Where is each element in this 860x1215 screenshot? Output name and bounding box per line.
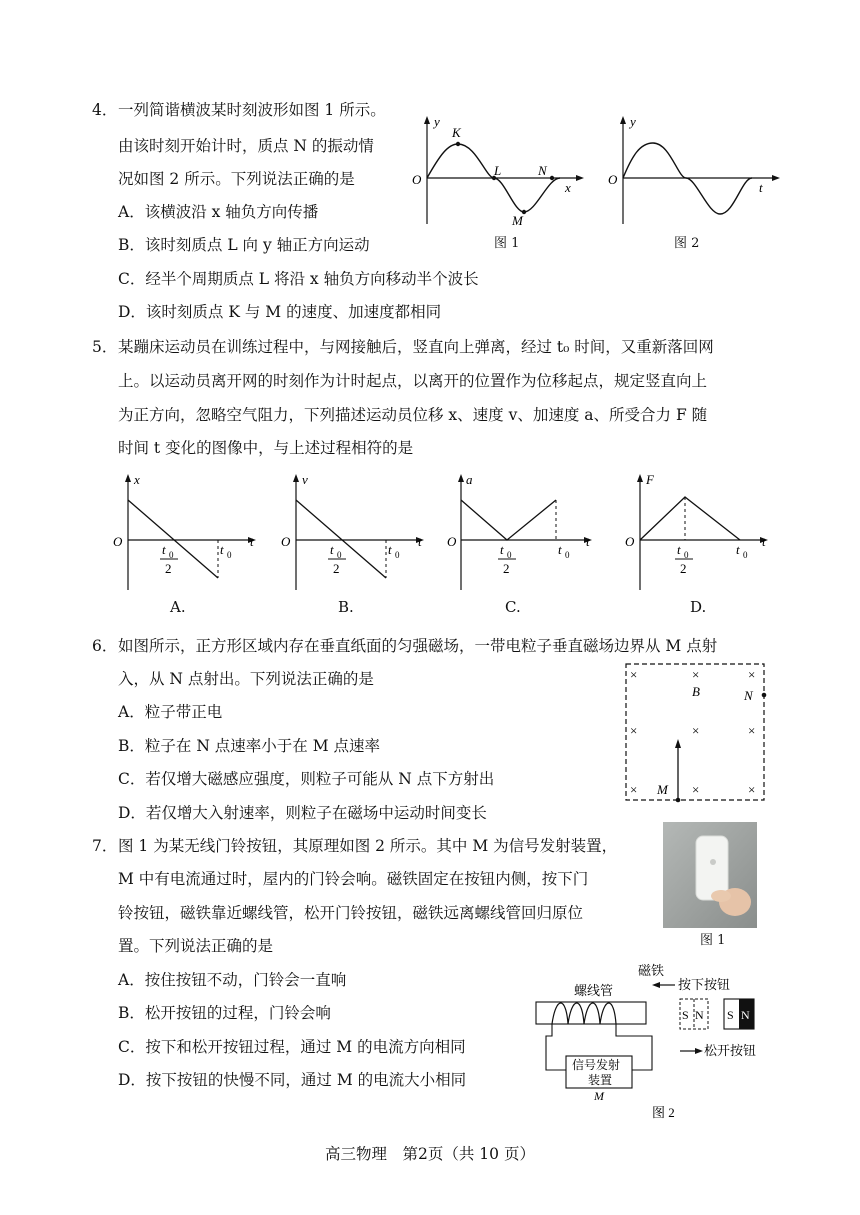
q4-figure1-wave	[410, 112, 590, 227]
svg-text:×: ×	[630, 667, 638, 682]
q4-option-b: B．该时刻质点 L 向 y 轴正方向运动	[118, 236, 370, 254]
q4-figure1-caption: 图 1	[494, 236, 520, 251]
q5-graph-b	[278, 470, 438, 595]
svg-text:×: ×	[692, 723, 700, 738]
q5-b-axis-label: v	[302, 472, 308, 487]
q7-device-label-1: 信号发射	[572, 1058, 621, 1072]
q5-c-half-denominator: 2	[503, 561, 510, 576]
q4-fig1-y-label: y	[434, 114, 440, 129]
q6-option-a: A．粒子带正电	[118, 703, 223, 721]
doorbell-button-image	[663, 822, 757, 928]
q4-figure2-caption: 图 2	[674, 236, 700, 251]
q5-d-t0: t	[736, 542, 740, 557]
q5-a-half-denominator: 2	[165, 561, 172, 576]
svg-text:×: ×	[692, 667, 700, 682]
q5-c-t-label: t	[586, 534, 590, 549]
q5-stem-line: 为正方向，忽略空气阻力，下列描述运动员位移 x、速度 v、加速度 a、所受合力 F 随	[118, 406, 708, 424]
q5-number: 5．	[92, 338, 118, 356]
q7-option-b: B．松开按钮的过程，门铃会响	[118, 1004, 331, 1022]
q5-d-half-t0: t	[677, 542, 681, 557]
q5-stem-line: 时间 t 变化的图像中，与上述过程相符的是	[118, 439, 414, 457]
q5-c-half-sub: 0	[507, 550, 512, 560]
q7-option-c: C．按下和松开按钮过程，通过 M 的电流方向相同	[118, 1038, 466, 1056]
q6-label-b: B	[692, 684, 700, 699]
q7-figure2-caption: 图 2	[652, 1105, 675, 1120]
q6-stem-line: 入，从 N 点射出。下列说法正确的是	[118, 670, 374, 688]
q6-magnetic-field-figure	[622, 660, 772, 805]
q5-c-origin: O	[447, 534, 457, 549]
q5-option-d-label: D.	[690, 598, 707, 616]
svg-text:×: ×	[748, 782, 756, 797]
q5-graph-d	[622, 470, 782, 595]
q5-b-half-t0: t	[330, 542, 334, 557]
q7-option-a: A．按住按钮不动，门铃会一直响	[118, 971, 347, 989]
q5-a-half-sub: 0	[169, 550, 174, 560]
q5-d-origin: O	[625, 534, 635, 549]
q5-stem-line: 上。以运动员离开网的时刻作为计时起点，以离开的位置作为位移起点，规定竖直向上	[118, 372, 708, 390]
q7-dashed-magnet-n: N	[695, 1008, 704, 1022]
q7-option-d: D．按下按钮的快慢不同，通过 M 的电流大小相同	[118, 1071, 467, 1089]
q5-b-origin: O	[281, 534, 291, 549]
q5-option-c-label: C.	[505, 598, 521, 616]
q5-b-t0-sub: 0	[395, 550, 400, 560]
q7-magnet-label: 磁铁	[638, 963, 665, 978]
q4-option-d: D．该时刻质点 K 与 M 的速度、加速度都相同	[118, 303, 442, 321]
q5-a-t0: t	[220, 542, 224, 557]
q4-fig2-t-label: t	[759, 180, 763, 195]
q5-option-b-label: B.	[338, 598, 354, 616]
svg-text:×: ×	[630, 782, 638, 797]
q7-solenoid-label: 螺线管	[574, 983, 614, 998]
q5-c-axis-label: a	[466, 472, 473, 487]
q5-graph-c	[446, 470, 606, 595]
q6-option-d: D．若仅增大入射速率，则粒子在磁场中运动时间变长	[118, 804, 487, 822]
q4-stem-line: 况如图 2 所示。下列说法正确的是	[118, 170, 355, 188]
q4-fig1-point-n: N	[538, 163, 547, 178]
q7-stem-line: M 中有电流通过时，屋内的门铃会响。磁铁固定在按钮内侧，按下门	[118, 870, 589, 888]
q6-label-n: N	[744, 688, 753, 703]
q4-fig1-origin: O	[412, 172, 422, 187]
q4-fig2-origin: O	[608, 172, 618, 187]
q5-b-t0: t	[388, 542, 392, 557]
q7-number: 7．	[92, 837, 118, 855]
q7-figure1-caption: 图 1	[700, 933, 726, 948]
q5-b-t-label: t	[418, 534, 422, 549]
q4-stem-line: 一列简谐横波某时刻波形如图 1 所示。	[118, 101, 386, 119]
q7-doorbell-photo	[663, 822, 757, 928]
q7-circuit-figure	[528, 958, 778, 1123]
q7-stem-line: 图 1 为某无线门铃按钮，其原理如图 2 所示。其中 M 为信号发射装置，	[118, 837, 618, 855]
q6-number: 6．	[92, 637, 118, 655]
page-footer: 高三物理 第2页（共 10 页）	[325, 1145, 535, 1163]
q5-b-half-denominator: 2	[333, 561, 340, 576]
q6-option-b: B．粒子在 N 点速率小于在 M 点速率	[118, 737, 381, 755]
q5-a-axis-label: x	[134, 472, 140, 487]
q4-fig1-point-l: L	[494, 163, 502, 178]
q4-fig1-x-label: x	[565, 180, 571, 195]
svg-text:×: ×	[630, 723, 638, 738]
q7-magnet-n: N	[741, 1008, 750, 1022]
q7-release-label: 松开按钮	[704, 1043, 757, 1058]
q7-magnet-s: S	[727, 1008, 734, 1022]
q6-stem-line: 如图所示，正方形区域内存在垂直纸面的匀强磁场，一带电粒子垂直磁场边界从 M 点射	[118, 637, 718, 655]
q4-option-c: C．经半个周期质点 L 将沿 x 轴负方向移动半个波长	[118, 270, 479, 288]
q4-fig2-y-label: y	[630, 114, 636, 129]
q5-d-t-label: t	[762, 534, 766, 549]
q5-d-axis-label: F	[646, 472, 654, 487]
q4-figure2-vibration	[606, 112, 786, 227]
q4-option-a: A．该横波沿 x 轴负方向传播	[118, 203, 319, 221]
q7-dashed-magnet-s: S	[682, 1008, 689, 1022]
svg-text:×: ×	[692, 782, 700, 797]
q4-number: 4．	[92, 101, 118, 119]
q5-b-half-sub: 0	[337, 550, 342, 560]
q7-device-label-m: M	[594, 1089, 604, 1103]
q5-stem-line: 某蹦床运动员在训练过程中，与网接触后，竖直向上弹离，经过 t₀ 时间，又重新落回网	[118, 338, 714, 356]
q5-graph-a	[110, 470, 270, 595]
q7-press-label: 按下按钮	[678, 977, 731, 992]
q5-c-t0: t	[558, 542, 562, 557]
q7-stem-line: 置。下列说法正确的是	[118, 937, 274, 955]
q5-a-t0-sub: 0	[227, 550, 232, 560]
q6-label-m: M	[657, 782, 668, 797]
q5-a-half-t0: t	[162, 542, 166, 557]
q5-d-t0-sub: 0	[743, 550, 748, 560]
q4-fig1-point-k: K	[452, 125, 461, 140]
q6-option-c: C．若仅增大磁感应强度，则粒子可能从 N 点下方射出	[118, 770, 495, 788]
q5-c-half-t0: t	[500, 542, 504, 557]
q4-stem-line: 由该时刻开始计时，质点 N 的振动情	[118, 137, 374, 155]
q5-option-a-label: A.	[170, 598, 186, 616]
q5-d-half-sub: 0	[684, 550, 689, 560]
svg-text:×: ×	[748, 667, 756, 682]
q5-d-half-denominator: 2	[680, 561, 687, 576]
svg-text:×: ×	[748, 723, 756, 738]
q7-stem-line: 铃按钮，磁铁靠近螺线管，松开门铃按钮，磁铁远离螺线管回归原位	[118, 904, 584, 922]
q7-device-label-2: 装置	[588, 1073, 613, 1087]
q5-c-t0-sub: 0	[565, 550, 570, 560]
q4-fig1-point-m: M	[512, 213, 523, 227]
q5-a-t-label: t	[250, 534, 254, 549]
q5-a-origin: O	[113, 534, 123, 549]
